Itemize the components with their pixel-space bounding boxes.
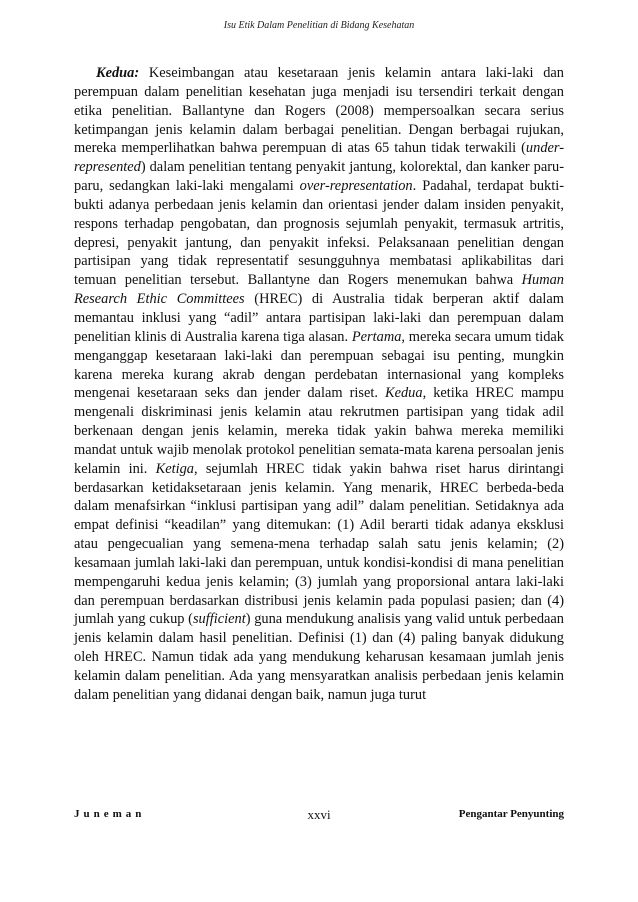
page-footer xyxy=(74,808,564,824)
running-header: Isu Etik Dalam Penelitian di Bidang Kesehatan xyxy=(223,20,415,31)
italic-term: sufficient xyxy=(192,611,246,628)
italic-term: Pertama xyxy=(351,328,402,345)
paragraph-lead: Kedua: xyxy=(96,65,140,81)
page-number: xxvi xyxy=(307,807,331,822)
italic-term: over-representation xyxy=(299,178,413,195)
text-segment: ) guna mendukung analisis yang valid untuk perbedaan jenis kelamin dalam hasil penelitian. Definisi (1) dan (4) paling banyak didukung oleh HREC. Namun tidak ada yang mendukung keharusan kesamaan jumlah jenis kelamin dalam penelitian. Ada yang mensyaratkan analisis perbedaan jenis kelamin dalam penelitian yang didanai dengan baik, namun juga turut xyxy=(74,611,564,703)
text-segment: , ketika HREC mampu mengenali diskriminasi jenis kelamin atau rekrutmen partisipan yang tidak adil berkenaan dengan jenis kelamin, mereka tidak yakin bahwa mereka memiliki mandat untuk wajib menolak protokol penelitian semata-mata karena persoalan jenis kelamin ini. xyxy=(74,385,564,477)
text-segment: ) dalam penelitian tentang penyakit jantung, kolorektal, dan kanker paru-paru, sedangkan laki-laki mengalami xyxy=(74,159,564,195)
italic-term: Kedua xyxy=(384,385,423,402)
text-segment: (HREC) di Australia tidak berperan aktif dalam memantau inklusi yang “adil” antara partisipan laki-laki dan perempuan dalam penelitian klinis di Australia karena tiga alasan. xyxy=(74,291,564,345)
italic-term: under-represented xyxy=(74,140,564,176)
text-segment: Keseimbangan atau kesetaraan jenis kelamin antara laki-laki dan perempuan dalam penelitian kesehatan juga menjadi isu tersendiri terkait dengan etika penelitian. Ballantyne dan Rogers (2008) mempersoalkan secara serius ketimpangan jenis kelamin dalam berbagai penelitian. Dengan berbagai rujukan, mereka memperlihatkan bahwa perempuan di atas 65 tahun tidak terwakili ( xyxy=(74,65,564,157)
footer-author: Juneman xyxy=(74,808,146,820)
text-segment: . Padahal, terdapat bukti-bukti adanya perbedaan jenis kelamin dan orientasi jender dalam insiden penyakit, respons terhadap pengobatan, dan prognosis sejumlah penyakit, termasuk artritis, depresi, penyakit jantung, dan penyakit infeksi. Pelaksanaan penelitian dengan partisipan yang tidak representatif sesungguhnya membatasi aplikabilitas dari temuan penelitian tersebut. Ballantyne dan Rogers menemukan bahwa xyxy=(74,178,564,289)
text-segment: , mereka secara umum tidak menganggap kesetaraan laki-laki dan perempuan sebagai isu penting, mungkin karena mereka kurang akrab dengan perdebatan internasional yang kompleks mengenai kesetaraan seks dan jender dalam riset. xyxy=(74,328,564,402)
text-segment: , sejumlah HREC tidak yakin bahwa riset harus dirintangi berdasarkan ketidaksetaraan jenis kelamin. Yang menarik, HREC berbeda-beda dalam menafsirkan “inklusi partisipan yang adil” dalam penelitian. Setidaknya ada empat definisi “keadilan” yang ditemukan: (1) Adil berarti tidak adanya eksklusi atau pengecualian yang semena-mena terhadap salah satu jenis kelamin; (2) kesamaan jumlah laki-laki dan perempuan, untuk kondisi-kondisi di mana penelitian mempengaruhi kedua jenis kelamin; (3) jumlah yang proporsional antara laki-laki dan perempuan berdasarkan distribusi jenis kelamin pada populasi pasien; dan (4) jumlah yang cukup ( xyxy=(74,460,565,628)
footer-section-title: Pengantar Penyunting xyxy=(458,808,564,820)
italic-term: Human Research Ethic Committees xyxy=(74,272,564,308)
italic-term: Ketiga xyxy=(155,460,194,477)
body-paragraph xyxy=(74,64,564,705)
